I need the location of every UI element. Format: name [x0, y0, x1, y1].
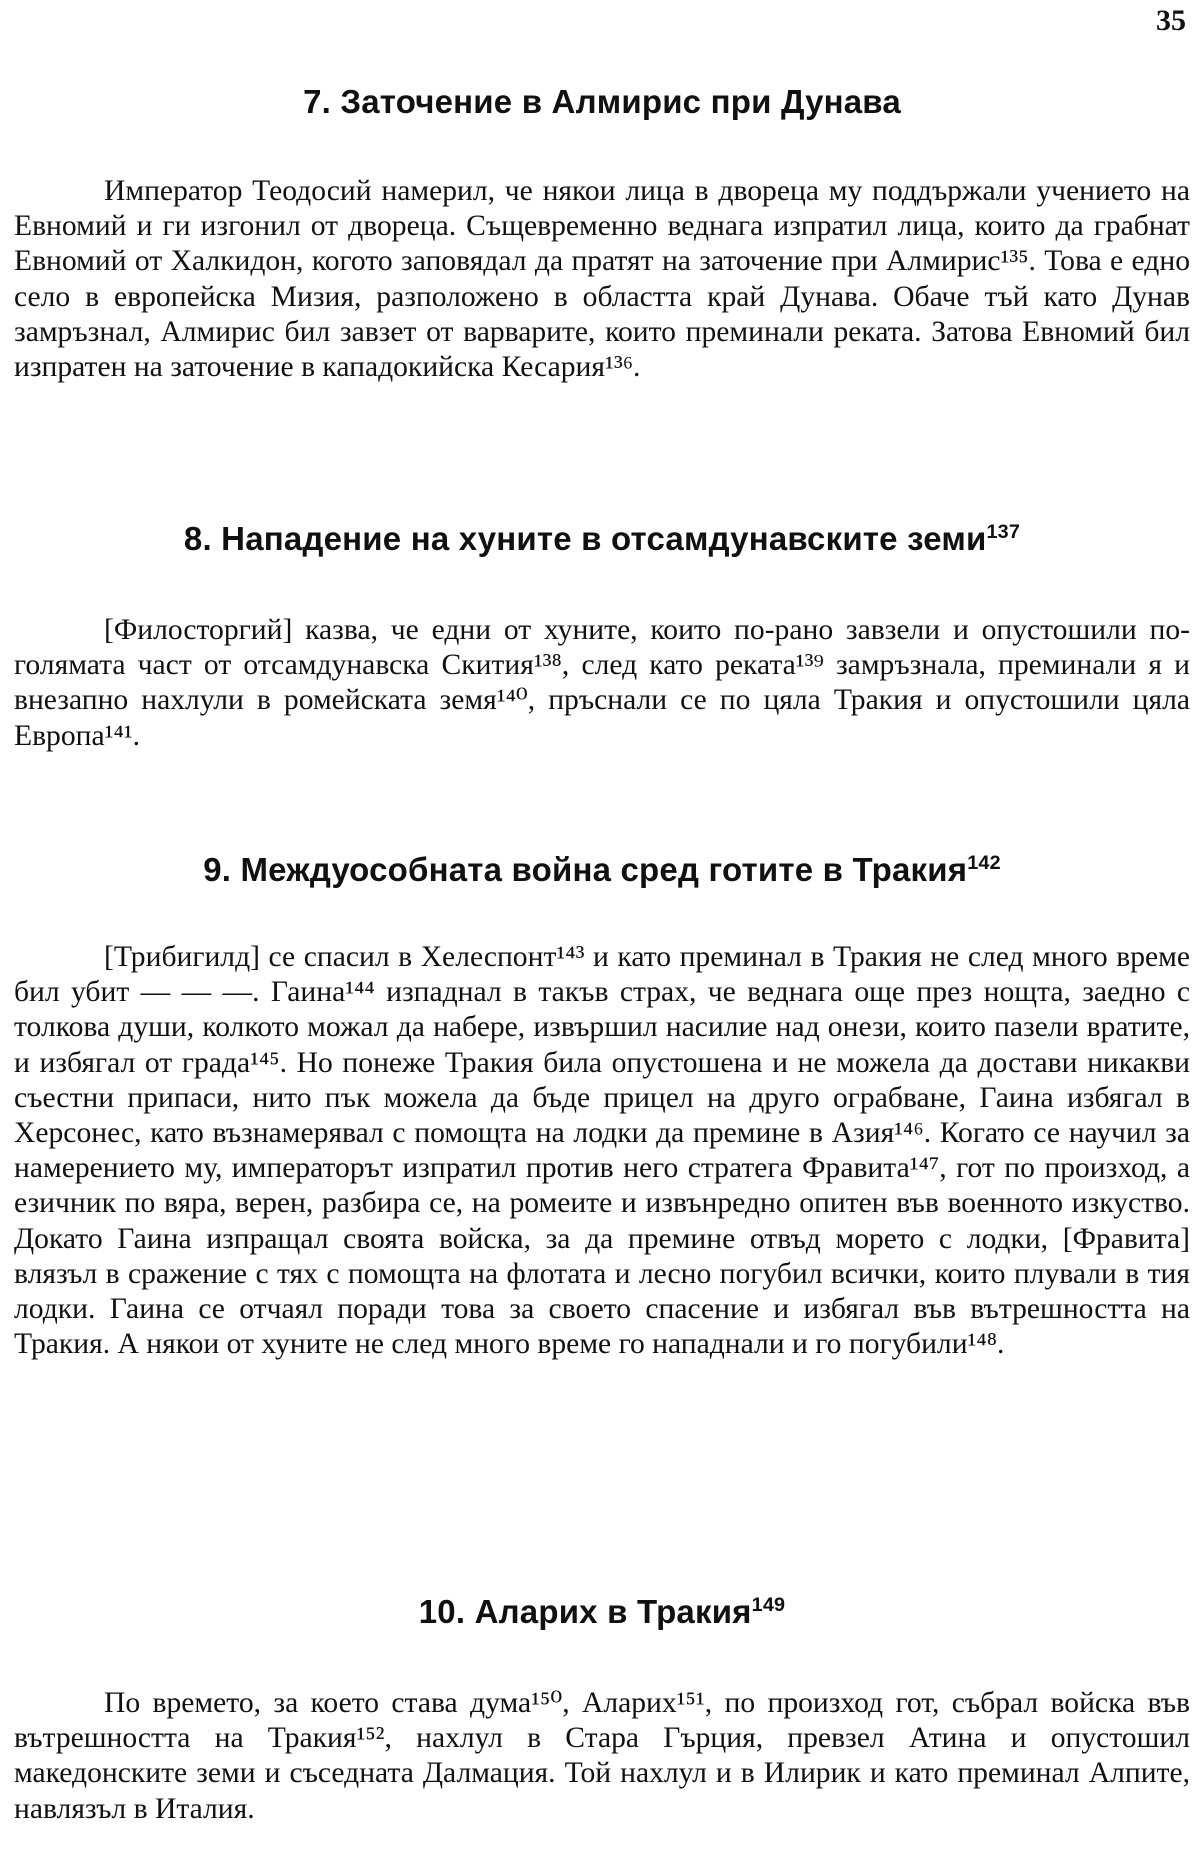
footnote-ref: 142	[967, 852, 1001, 874]
heading-text: 7. Заточение в Алмирис при Дунава	[303, 83, 901, 120]
section-paragraph: Император Теодосий намерил, че някои лица в двореца му поддържали учението на Евномий и ги изгонил от двореца. Същевременно веднага изпратил лица, които да грабнат Евномий от Халкидон, когото заповядал да пратят на заточение при Алмирис¹³⁵. Това е едно село в европейска Мизия, разположено в областта край Дунава. Обаче тъй като Дунав замръзнал, Алмирис бил завзет от варварите, които преминали реката. Затова Евномий бил изпратен на заточение в кападокийска Кесария¹³⁶.	[14, 175, 1190, 384]
footnote-ref: 149	[751, 1594, 786, 1616]
section-heading	[14, 517, 1190, 561]
section-9	[14, 848, 1190, 1362]
section-7	[14, 80, 1190, 385]
section-8	[14, 517, 1190, 754]
section-heading	[14, 848, 1190, 892]
section-heading	[14, 1590, 1190, 1634]
footnote-ref: 137	[986, 521, 1021, 543]
section-paragraph: По времето, за което става дума¹⁵⁰, Аларих¹⁵¹, по произход гот, събрал войска във вътрешността на Тракия¹⁵², нахлул в Стара Гърция, превзел Атина и опустошил македонските земи и съседната Далмация. Той нахлул и в Илирик и като преминал Алпите, навлязъл в Италия.	[14, 1687, 1190, 1825]
heading-text: 10. Аларих в Тракия	[418, 1593, 752, 1630]
heading-text: 8. Нападение на хуните в отсамдунавските земи	[183, 520, 987, 557]
section-paragraph: [Филосторгий] казва, че едни от хуните, които по-рано завзели и опустошили по-голямата част от отсамдунавска Скития¹³⁸, след като реката¹³⁹ замръзнала, преминали я и внезапно нахлули в ромейската земя¹⁴⁰, пръснали се по цяла Тракия и опустошили цяла Европа¹⁴¹.	[14, 614, 1190, 752]
section-heading	[14, 80, 1190, 124]
section-10	[14, 1590, 1190, 1827]
book-page	[14, 0, 1190, 1856]
heading-text: 9. Междуособната война сред готите в Тракия	[203, 851, 968, 888]
section-paragraph: [Трибигилд] се спасил в Хелеспонт¹⁴³ и като преминал в Тракия не след много време бил убит — — —. Гаина¹⁴⁴ изпаднал в такъв страх, че веднага още през нощта, заедно с толкова души, колкото можал да набере, извършил насилие над онези, които пазели вратите, и избягал от града¹⁴⁵. Но понеже Тракия била опустошена и не можела да достави никакви съестни припаси, нито пък можела да бъде прицел на друго ограбване, Гаина избягал в Херсонес, като възнамерявал с помощта на лодки да премине в Азия¹⁴⁶. Когато се научил за намерението му, императорът изпратил против него стратега Фравита¹⁴⁷, гот по произход, а езичник по вяра, верен, разбира се, на ромеите и извънредно опитен във военното изкуство. Докато Гаина изпращал своята войска, за да премине отвъд морето с лодки, [Фравита] влязъл в сражение с тях с помощта на флотата и лесно погубил всички, които плували в тия лодки. Гаина се отчаял поради това за своето спасение и избягал във вътрешността на Тракия. А някои от хуните не след много време го нападнали и го погубили¹⁴⁸.	[14, 941, 1190, 1361]
page-number: 35	[1156, 4, 1186, 37]
